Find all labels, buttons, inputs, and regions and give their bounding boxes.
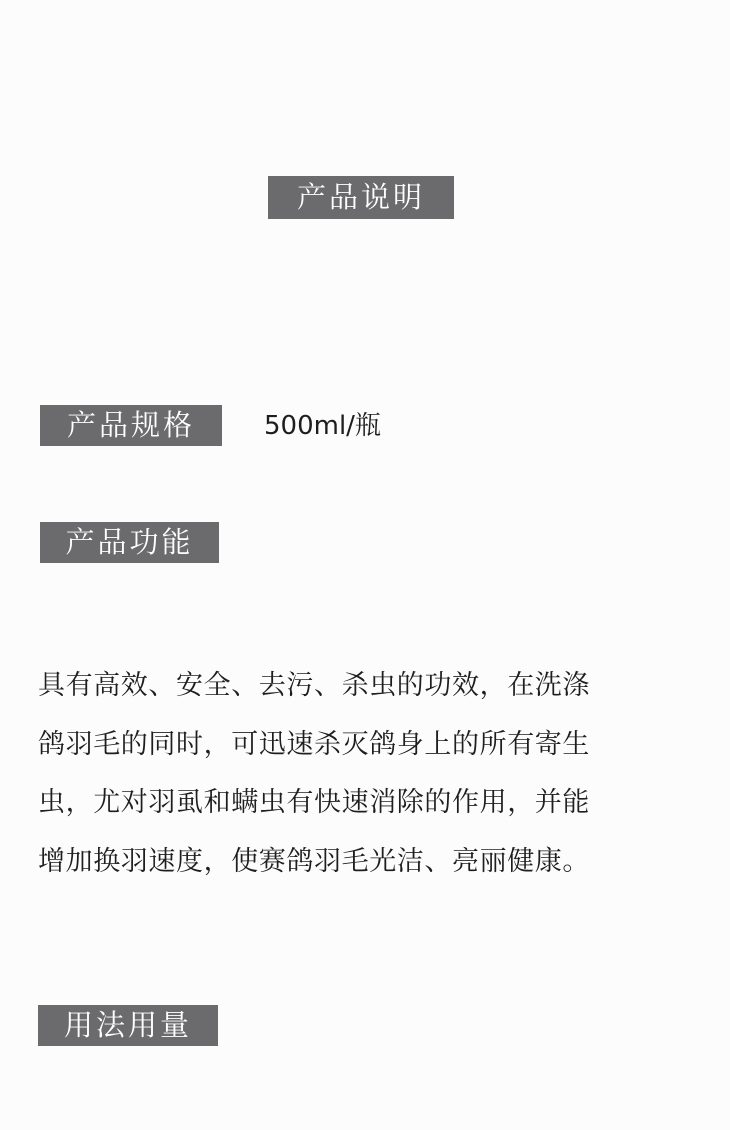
function-line-4: 增加换羽速度，使赛鸽羽毛光洁、亮丽健康。 bbox=[38, 845, 590, 877]
section-title-text: 产品说明 bbox=[296, 180, 425, 214]
function-label bbox=[40, 522, 219, 563]
function-label-text: 产品功能 bbox=[65, 525, 194, 559]
function-description bbox=[38, 657, 678, 891]
usage-label-text: 用法用量 bbox=[63, 1008, 192, 1042]
usage-label bbox=[38, 1005, 218, 1046]
function-line-2: 鸽羽毛的同时，可迅速杀灭鸽身上的所有寄生 bbox=[38, 728, 590, 760]
function-line-1: 具有高效、安全、去污、杀虫的功效，在洗涤 bbox=[38, 670, 590, 701]
spec-label bbox=[40, 405, 222, 446]
section-title-product-description bbox=[268, 176, 454, 219]
function-line-3: 虫，尤对羽虱和螨虫有快速消除的作用，并能 bbox=[38, 787, 590, 818]
spec-label-text: 产品规格 bbox=[66, 408, 195, 442]
spec-value: 500ml/瓶 bbox=[264, 411, 381, 441]
